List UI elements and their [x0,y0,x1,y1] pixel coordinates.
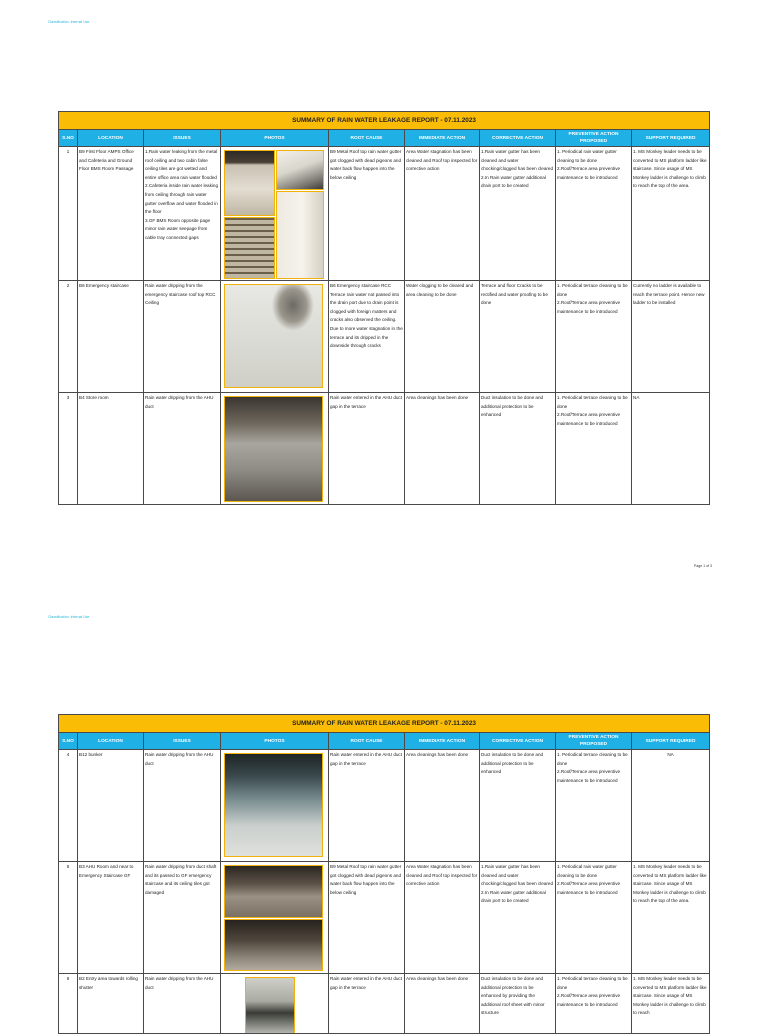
cell-issues: Rain water dripping from the emergency staircase roof top RCC Ceiling [144,281,221,393]
cell-preventive-action: 1. Periodical rain water gutter cleaning to be done 2.Roof/Terrace area preventive maintenance to be introduced [556,147,632,281]
cell-immediate-action: Area cleanings has been done [405,750,480,862]
cell-photos [221,974,329,1034]
table-row [59,393,710,505]
header-support-required: SUPPORT REQUIRED [632,733,710,750]
header-location: LOCATION [78,130,144,147]
cell-support-required: 1. MS Monkey leader needs to be converted to MS platform ladder like staircase. Since usage of MS Monkey ladder is challenge to climb to reach [632,974,710,1034]
cell-root-cause: Rain water entered in the AHU duct gap in the terrace [329,974,405,1034]
cell-immediate-action: Area Water stagnation has been cleaned and Roof top inspected for corrective action [405,862,480,974]
cell-issues: Rain water dripping from the AHU duct [144,393,221,505]
cell-support-required: 1. MS Monkey leader needs to be converted to MS platform ladder like staircase. Since usage of MS Monkey ladder is challenge to climb to reach the top of the area. [632,147,710,281]
cell-photos [221,393,329,505]
leak-photo [224,865,323,918]
header-preventive-action: PREVENTIVE ACTION PROPOSED [556,130,632,147]
cell-photos [221,281,329,393]
cell-sno: 3 [59,393,78,505]
table-row [59,750,710,862]
cell-support-required: NA [632,393,710,505]
leak-photo [276,150,324,190]
cell-preventive-action: 1. Periodical rain water gutter cleaning to be done 2.Roof/Terrace area preventive maintenance to be introduced [556,862,632,974]
table-row [59,281,710,393]
cell-issues: Rain water dripping from the AHU duct [144,750,221,862]
cell-immediate-action: Area Water stagnation has been cleaned and Roof top inspected for corrective action [405,147,480,281]
cell-immediate-action: Water clogging to be cleared and area cleaning to be done [405,281,480,393]
table-row [59,862,710,974]
cell-location: B3 AHU Room and near to Emergency Staircase GF [78,862,144,974]
cell-root-cause: B6 Emergency staircase RCC Terrace rain water not passed into the drain port due to drain point is clogged with foreign matters and cracks also observed the ceiling. Due to more water stagnation in the terrace and its dripped in the downside through cracks [329,281,405,393]
cell-immediate-action: Area cleanings has been done [405,393,480,505]
cell-photos [221,750,329,862]
cell-preventive-action: 1. Periodical terrace cleaning to be done 2.Roof/Terrace area preventive maintenance to be introduced [556,393,632,505]
cell-photos [221,147,329,281]
leak-photo [224,284,323,388]
header-issues: ISSUES [144,733,221,750]
cell-support-required: 1. MS Monkey leader needs to be converted to MS platform ladder like staircase. Since usage of MS Monkey ladder is challenge to climb to reach the top of the area. [632,862,710,974]
cell-location: B12 bunker [78,750,144,862]
header-preventive-action: PREVENTIVE ACTION PROPOSED [556,733,632,750]
header-corrective-action: CORRECTIVE ACTION [480,733,556,750]
cell-corrective-action: 1.Rain water gutter has been cleaned and water chocking/clogged has been cleared 2.In Rain water gutter additional drain port to be created [480,862,556,974]
cell-sno: 2 [59,281,78,393]
cell-support-required: Currently no ladder is available to reach the terrace point. Hence new ladder to be installed [632,281,710,393]
cell-sno: 5 [59,862,78,974]
cell-location: B4 Store room [78,393,144,505]
leak-photo [224,919,323,971]
classification-label: Classification: Internal Use [48,20,90,24]
leak-photo [245,977,295,1034]
table-row [59,147,710,281]
cell-issues: Rain water dripping from duct shaft and its passed to GF emergency staircase and its ceiling tiles got damaged [144,862,221,974]
cell-root-cause: Rain water entered in the AHU duct gap in the terrace [329,750,405,862]
cell-photos [221,862,329,974]
header-corrective-action: CORRECTIVE ACTION [480,130,556,147]
cell-location: B6 Emergency staircase [78,281,144,393]
cell-immediate-action: Area cleanings has been done [405,974,480,1034]
cell-corrective-action: Terrace and floor Cracks to be rectified and water proofing to be done [480,281,556,393]
cell-sno: 1 [59,147,78,281]
leakage-report-table-page-2 [58,714,710,1034]
report-title: SUMMARY OF RAIN WATER LEAKAGE REPORT - 07.11.2023 [59,715,710,733]
leak-photo [224,150,275,216]
leakage-report-table-page-1 [58,111,710,505]
header-photos: PHOTOS [221,130,329,147]
page-number: Page 1 of 3 [694,564,712,568]
cell-root-cause: B9 Metal Roof top rain water gutter got clogged with dead pigeons and water back flow happen into the below ceiling [329,147,405,281]
header-immediate-action: IMMEDIATE ACTION [405,130,480,147]
header-issues: ISSUES [144,130,221,147]
leak-photo [276,191,324,279]
header-sno: S.NO [59,130,78,147]
cell-preventive-action: 1. Periodical terrace cleaning to be done 2.Roof/Terrace area preventive maintenance to be introduced [556,750,632,862]
cell-corrective-action: Duct insulation to be done and additional protection to be enhanced by providing the additional roof sheet with minor structure [480,974,556,1034]
header-root-cause: ROOT CAUSE [329,130,405,147]
cell-location: B2 Entry area towards rolling shutter [78,974,144,1034]
leak-photo [224,396,323,502]
cell-root-cause: B9 Metal Roof top rain water gutter got clogged with dead pigeons and water back flow happen into the below ceiling [329,862,405,974]
cell-preventive-action: 1. Periodical terrace cleaning to be done 2.Roof/Terrace area preventive maintenance to be introduced [556,974,632,1034]
cell-corrective-action: Duct insulation to be done and additional protection to be enhanced [480,393,556,505]
classification-label: Classification: Internal Use [48,615,90,619]
cell-issues: Rain water dripping from the AHU duct [144,974,221,1034]
leak-photo [224,217,275,279]
header-immediate-action: IMMEDIATE ACTION [405,733,480,750]
header-support-required: SUPPORT REQUIRED [632,130,710,147]
cell-sno: 4 [59,750,78,862]
header-location: LOCATION [78,733,144,750]
cell-location: B9 First Floor AMPS Office and Cafeteria and Ground Floor BMS Room Passage [78,147,144,281]
header-root-cause: ROOT CAUSE [329,733,405,750]
report-title: SUMMARY OF RAIN WATER LEAKAGE REPORT - 07.11.2023 [59,112,710,130]
header-sno: S.NO [59,733,78,750]
cell-support-required: NA [632,750,710,862]
table-row [59,974,710,1034]
cell-corrective-action: 1.Rain water gutter has been cleaned and water chocking/clogged has been cleared 2.In Rain water gutter additional drain port to be created [480,147,556,281]
cell-root-cause: Rain water entered in the AHU duct gap in the terrace [329,393,405,505]
cell-sno: 6 [59,974,78,1034]
cell-corrective-action: Duct insulation to be done and additional protection to be enhanced [480,750,556,862]
header-photos: PHOTOS [221,733,329,750]
cell-issues: 1.Rain water leaking from the metal roof ceiling and two cabin false ceiling tiles are got wetted and entire office area rain water flooded 2.Cafeteria inside rain water leaking from ceiling through rain water gutter overflow and water flooded in the floor 3.GF BMS Room opposite page minor rain water seepage from cable tray connected gaps [144,147,221,281]
leak-photo [224,753,323,857]
cell-preventive-action: 1. Periodical terrace cleaning to be done 2.Roof/Terrace area preventive maintenance to be introduced [556,281,632,393]
